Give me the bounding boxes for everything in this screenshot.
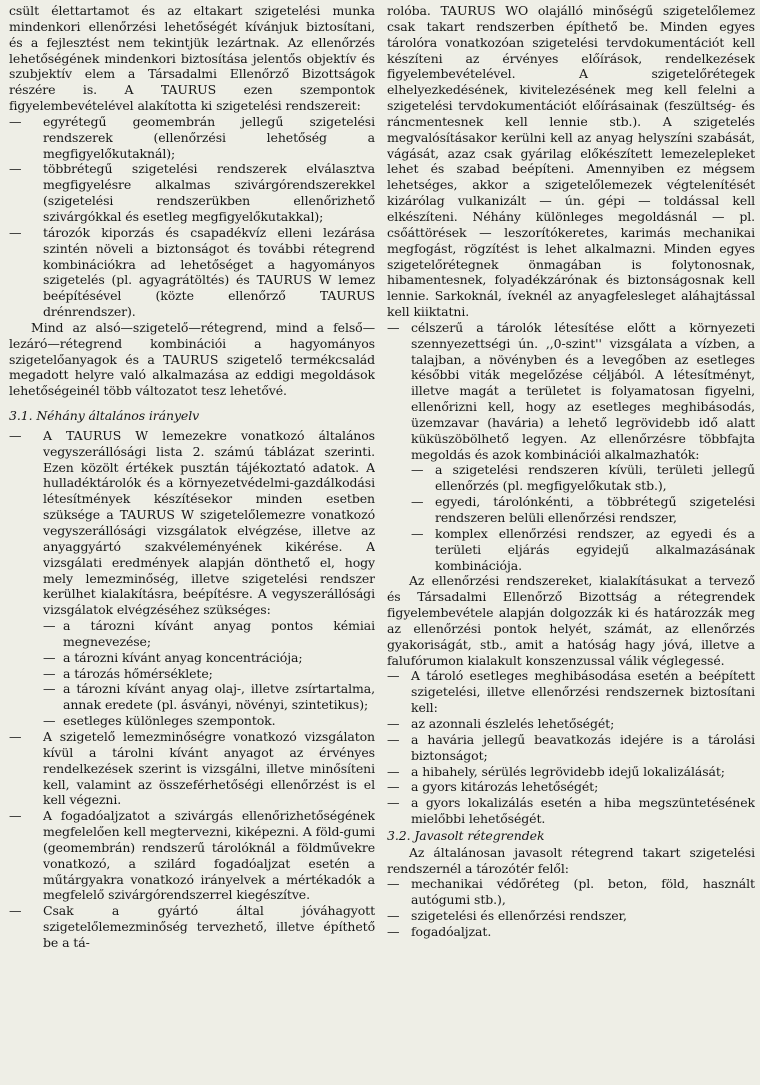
list-item (387, 668, 755, 716)
failure-requirements-sublist (411, 716, 755, 827)
list-item (9, 428, 375, 729)
list-item: — többrétegű szigetelési rendszerek elválasztva megfigyelésre alkalmas szivárgórendszerekkel (szigetelési rendszerükben ellenőrizhető szivárgókkal és esetleg megfigyelőkutakkal); (9, 161, 375, 224)
list-item: — tározók kiporzás és csapadékvíz elleni lezárása szintén növeli a biztonságot és további rétegrend kombinációkra ad lehetőséget a hagyományos szigetelés (pl. agyagrátöltés) és TAURUS W lemez beépítésével (közte ellenőrző TAURUS drénrendszer). (9, 225, 375, 320)
sublist-item: — a tározni kívánt anyag koncentrációja; (43, 650, 375, 666)
paragraph-intro: csült élettartamot és az eltakart szigetelési munka mindenkori ellenőrzési lehetőségét kívánjuk biztosítani, és a fejlesztést nem tekintjük lezártnak. Az ellenőrzés lehetőségének mindenkori biztosítása jelentős objektív és szubjektív elem a Társadalmi Ellenőrző Bizottságok részére is. A TAURUS ezen szempontok figyelembevételével alakította ki szigetelési rendszereit: (9, 3, 375, 114)
list-item: — egyrétegű geomembrán jellegű szigetelési rendszerek (ellenőrzési lehetőség a megfigyelőkutaknál); (9, 114, 375, 162)
list-item: — A fogadóaljzatot a szivárgás ellenőrizhetőségének megfelelően kell megtervezni, kiképezni. A föld-gumi (geomembrán) rendszerű tárolóknál a földművekre vonatkozó, a szilárd fogadóaljzat esetén a műtárgyakra vonatkozó irányelvek a mértékadók a megfelelő szivárgórendszerrel kiegészítve. (9, 808, 375, 903)
sublist-item: — komplex ellenőrzési rendszer, az egyedi és a területi eljárás egyidejű alkalmazásának kombinációja. (435, 526, 755, 574)
section-heading-3-2: 3.2. Javasolt rétegrendek (387, 827, 545, 843)
right-column (387, 3, 755, 1079)
test-requirements-sublist (43, 618, 375, 729)
sublist-item: — a gyors lokalizálás esetén a hiba megszüntetésének mielőbbi lehetőségét. (411, 795, 755, 827)
section-heading-3-1: 3.1. Néhány általános irányelv (9, 408, 200, 424)
monitoring-options-sublist (435, 462, 755, 573)
left-column (9, 3, 375, 1079)
sublist-item: — a tározni kívánt anyag pontos kémiai megnevezése; (43, 618, 375, 650)
sublist-item: — a hibahely, sérülés legrövidebb idejű lokalizálását; (411, 764, 755, 780)
sublist-item: — egyedi, tárolónkénti, a többrétegű szigetelési rendszeren belüli ellenőrzési rendszer, (435, 494, 755, 526)
paragraph-continuation: rolóba. TAURUS WO olajálló minőségű szigetelőlemez csak takart rendszerben építhető be. Minden egyes tárolóra vonatkozóan szigetelési tervdokumentációt kell készíteni az érvényes előírások, rendelkezések figyelembevételével. A szigetelőrétegek elhelyezkedésének, kivitelezésének meg kell felelni a szigetelési tervdokumentációt előírásainak (feszültség- és ráncmentesnek kell lennie stb.). A szigetelés megvalósításakor kerülni kell az anyag helyszíni szabását, vágását, azaz csak gyárilag előkészített lemezelepleket lehet és szabad beépíteni. Amennyiben ez mégsem lehetséges, akkor a szigetelőlemezek végtelenítését kizárólag vulkanizált — ún. gépi — toldással kell elkészíteni. Néhány különleges megoldásnál — pl. csőáttörések — leszorítókeretes, karimás mechanikai megfogást, rögzítést is lehet alkalmazni. Minden egyes szigetelőrétegnek önmagában is folytonosnak, hibamentesnek, folyadékzárónak és biztonságosnak kell lennie. Sarkoknál, íveknél az anyagfelesleget aláhajtással kell kiiktatni. (387, 3, 755, 320)
sublist-item: — a havária jellegű beavatkozás idejére is a tárolási biztonságot; (411, 732, 755, 764)
failure-requirements-list (387, 668, 755, 716)
system-types-list (9, 114, 375, 320)
list-item: — szigetelési és ellenőrzési rendszer, (387, 908, 755, 924)
list-item: — Csak a gyártó által jóváhagyott szigetelőlemezminőség tervezhető, illetve építhető be a tá- (9, 903, 375, 951)
sublist-item: — az azonnali észlelés lehetőségét; (411, 716, 755, 732)
paragraph-recommended: Az általánosan javasolt rétegrend takart szigetelési rendszernél a tározótér felől: (387, 844, 755, 876)
list-item-text: célszerű a tárolók létesítése előtt a környezeti szennyezettségi ún. ,,0-szint'' vizsgálata a vízben, a talajban, a növényben és a levegőben az esetleges későbbi viták megelőzése céljából. A létesítményt, illetve magát a területet is folyamatosan figyelni, ellenőrizni kell, hogy az esetleges meghibásodás, üzemzavar (havária) a lehető legrövidebb idő alatt küküszöbölhető legyen. Az ellenőrzésre többfajta megoldás és azok kombinációi alkalmazhatók: (411, 319, 755, 462)
list-item: — A szigetelő lemezminőségre vonatkozó vizsgálaton kívül a tárolni kívánt anyagot az érvényes rendelkezések szerint is vizsgálni, illetve minősíteni kell, valamint az összeférhetőségi ellenőrzést is el kell végezni. (9, 729, 375, 808)
list-item-text: A tároló esetleges meghibásodása esetén a beépített szigetelési, illetve ellenőrzési rendszernek biztosítani kell: (411, 668, 755, 716)
guidelines-list (9, 428, 375, 951)
sublist-item: — a tározás hőmérséklete; (43, 666, 375, 682)
sublist-item: — a szigetelési rendszeren kívüli, területi jellegű ellenőrzés (pl. megfigyelőkutak stb.), (435, 462, 755, 494)
list-item (387, 320, 755, 574)
list-item-text: A TAURUS W lemezekre vonatkozó általános vegyszerállósági lista 2. számú táblázat szerinti. Ezen közölt értékek pusztán tájékoztató adatok. A hulladéktárolók és a környezetvédelmi-gazdálkodási létesítmények készítésekor minden esetben szüksége a TAURUS W szigetelőlemezre vonatkozó vegyszerállósági vizsgálatok elvégzése, illetve az anyaggyártó szakvéleményének kikérése. A vizsgálati eredmények alapján dönthető el, hogy mely lemezminőség, illetve szigetelési rendszer kerülhet kialakításra, beépítésre. A vegyszerállósági vizsgálatok elvégzéséhez szükséges: (43, 427, 375, 618)
list-item: — mechanikai védőréteg (pl. beton, föld, használt autógumi stb.), (387, 876, 755, 908)
list-item: — fogadóaljzat. (387, 924, 755, 940)
paragraph-control-systems: Az ellenőrzési rendszereket, kialakításukat a tervező és Társadalmi Ellenőrző Bizottság a rétegrendek figyelembevétele alapján dolgozzák ki és határozzák meg az ellenőrzési pontok helyét, számát, az ellenőrzés gyakoriságát, stb., amit a hatóság hagy jóvá, illetve a falufórumon kialakult konszenzussal válik véglegessé. (387, 573, 755, 668)
paragraph-layer-combinations: Mind az alsó—szigetelő—rétegrend, mind a felső—lezáró—rétegrend kombinációi a hagyományos szigetelőanyagok és a TAURUS szigetelő termékcsalád megadott helyre való alkalmazása az eddigi megoldások lehetőségeinél több változatot tesz lehetővé. (9, 319, 375, 399)
sublist-item: — esetleges különleges szempontok. (43, 713, 375, 729)
sublist-item: — a tározni kívánt anyag olaj-, illetve zsírtartalma, annak eredete (pl. ásványi, növényi, szintetikus); (43, 681, 375, 713)
monitoring-list (387, 320, 755, 574)
sublist-item: — a gyors kitározás lehetőségét; (411, 779, 755, 795)
recommended-layers-list (387, 876, 755, 939)
